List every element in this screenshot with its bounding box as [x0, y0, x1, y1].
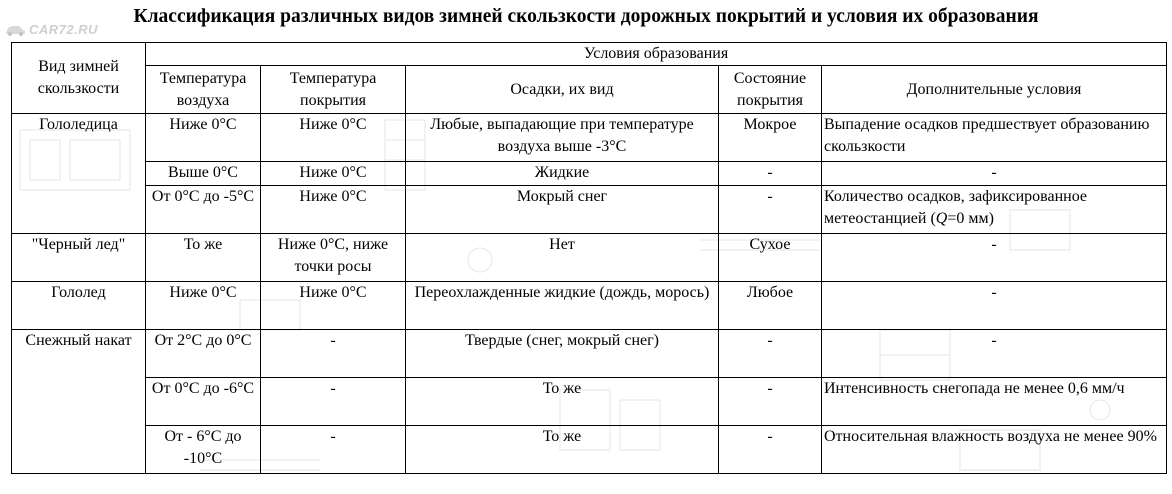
extra-cell: Интенсивность снегопада не менее 0,6 мм/ч: [822, 378, 1167, 426]
surface-temp-cell: -: [261, 378, 406, 426]
table-row: [12, 282, 1167, 330]
extra-text-before: Количество осадков, зафиксированное метеостанцией (: [824, 188, 1088, 227]
page-title: Классификация различных видов зимней скользкости дорожных покрытий и условия их образования: [133, 6, 1039, 27]
extra-cell: Относительная влажность воздуха не менее 90%: [822, 426, 1167, 474]
header-type: Вид зимней скользкости: [12, 43, 146, 114]
header-conditions-group: Условия образования: [146, 43, 1167, 66]
air-temp-cell: От - 6°С до -10°С: [146, 426, 261, 474]
air-temp-cell: Ниже 0°С: [146, 114, 261, 162]
type-cell: Гололед: [12, 282, 146, 330]
air-temp-cell: То же: [146, 234, 261, 282]
surface-state-cell: -: [719, 426, 822, 474]
surface-temp-cell: -: [261, 330, 406, 378]
surface-state-cell: -: [719, 378, 822, 426]
extra-q-symbol: Q: [935, 210, 948, 227]
table-row: [12, 426, 1167, 474]
header-extra: Дополнительные условия: [822, 66, 1167, 114]
table-row: [12, 186, 1167, 234]
precip-cell: То же: [406, 426, 719, 474]
extra-cell: Выпадение осадков предшествует образованию скользкости: [822, 114, 1167, 162]
header-air-temp: Температура воздуха: [146, 66, 261, 114]
type-cell: Снежный накат: [12, 330, 146, 474]
surface-temp-cell: Ниже 0°С, ниже точки росы: [261, 234, 406, 282]
air-temp-cell: От 0°С до -6°С: [146, 378, 261, 426]
precip-cell: Любые, выпадающие при температуре воздуха выше -3°С: [406, 114, 719, 162]
precip-cell: Мокрый снег: [406, 186, 719, 234]
header-surface-state: Состояние покрытия: [719, 66, 822, 114]
surface-state-cell: Любое: [719, 282, 822, 330]
header-surface-temp: Температура покрытия: [261, 66, 406, 114]
air-temp-cell: От 2°С до 0°С: [146, 330, 261, 378]
air-temp-cell: Ниже 0°С: [146, 282, 261, 330]
extra-cell: [822, 186, 1167, 234]
surface-state-cell: -: [719, 186, 822, 234]
extra-cell: -: [822, 330, 1167, 378]
header-precip: Осадки, их вид: [406, 66, 719, 114]
extra-text-after: =0 мм): [947, 210, 994, 227]
table-row: [12, 378, 1167, 426]
surface-temp-cell: -: [261, 426, 406, 474]
surface-temp-cell: Ниже 0°С: [261, 162, 406, 186]
table-row: [12, 234, 1167, 282]
extra-cell: -: [822, 162, 1167, 186]
extra-cell: -: [822, 234, 1167, 282]
precip-cell: Переохлажденные жидкие (дождь, морось): [406, 282, 719, 330]
surface-state-cell: Сухое: [719, 234, 822, 282]
precip-cell: Жидкие: [406, 162, 719, 186]
extra-cell: -: [822, 282, 1167, 330]
precip-cell: Нет: [406, 234, 719, 282]
table-row: [12, 330, 1167, 378]
surface-temp-cell: Ниже 0°С: [261, 282, 406, 330]
surface-temp-cell: Ниже 0°С: [261, 114, 406, 162]
table-row: [12, 162, 1167, 186]
air-temp-cell: Выше 0°С: [146, 162, 261, 186]
surface-state-cell: Мокрое: [719, 114, 822, 162]
surface-state-cell: -: [719, 162, 822, 186]
site-logo-text: CAR72.RU: [29, 22, 99, 37]
type-cell: "Черный лед": [12, 234, 146, 282]
table-row: [12, 114, 1167, 162]
precip-cell: Твердые (снег, мокрый снег): [406, 330, 719, 378]
precip-cell: То же: [406, 378, 719, 426]
car-icon: [4, 23, 26, 37]
surface-state-cell: -: [719, 330, 822, 378]
air-temp-cell: От 0°С до -5°С: [146, 186, 261, 234]
surface-temp-cell: Ниже 0°С: [261, 186, 406, 234]
type-cell: Гололедица: [12, 114, 146, 234]
site-logo: [4, 22, 98, 37]
slipperiness-table: [11, 42, 1167, 474]
